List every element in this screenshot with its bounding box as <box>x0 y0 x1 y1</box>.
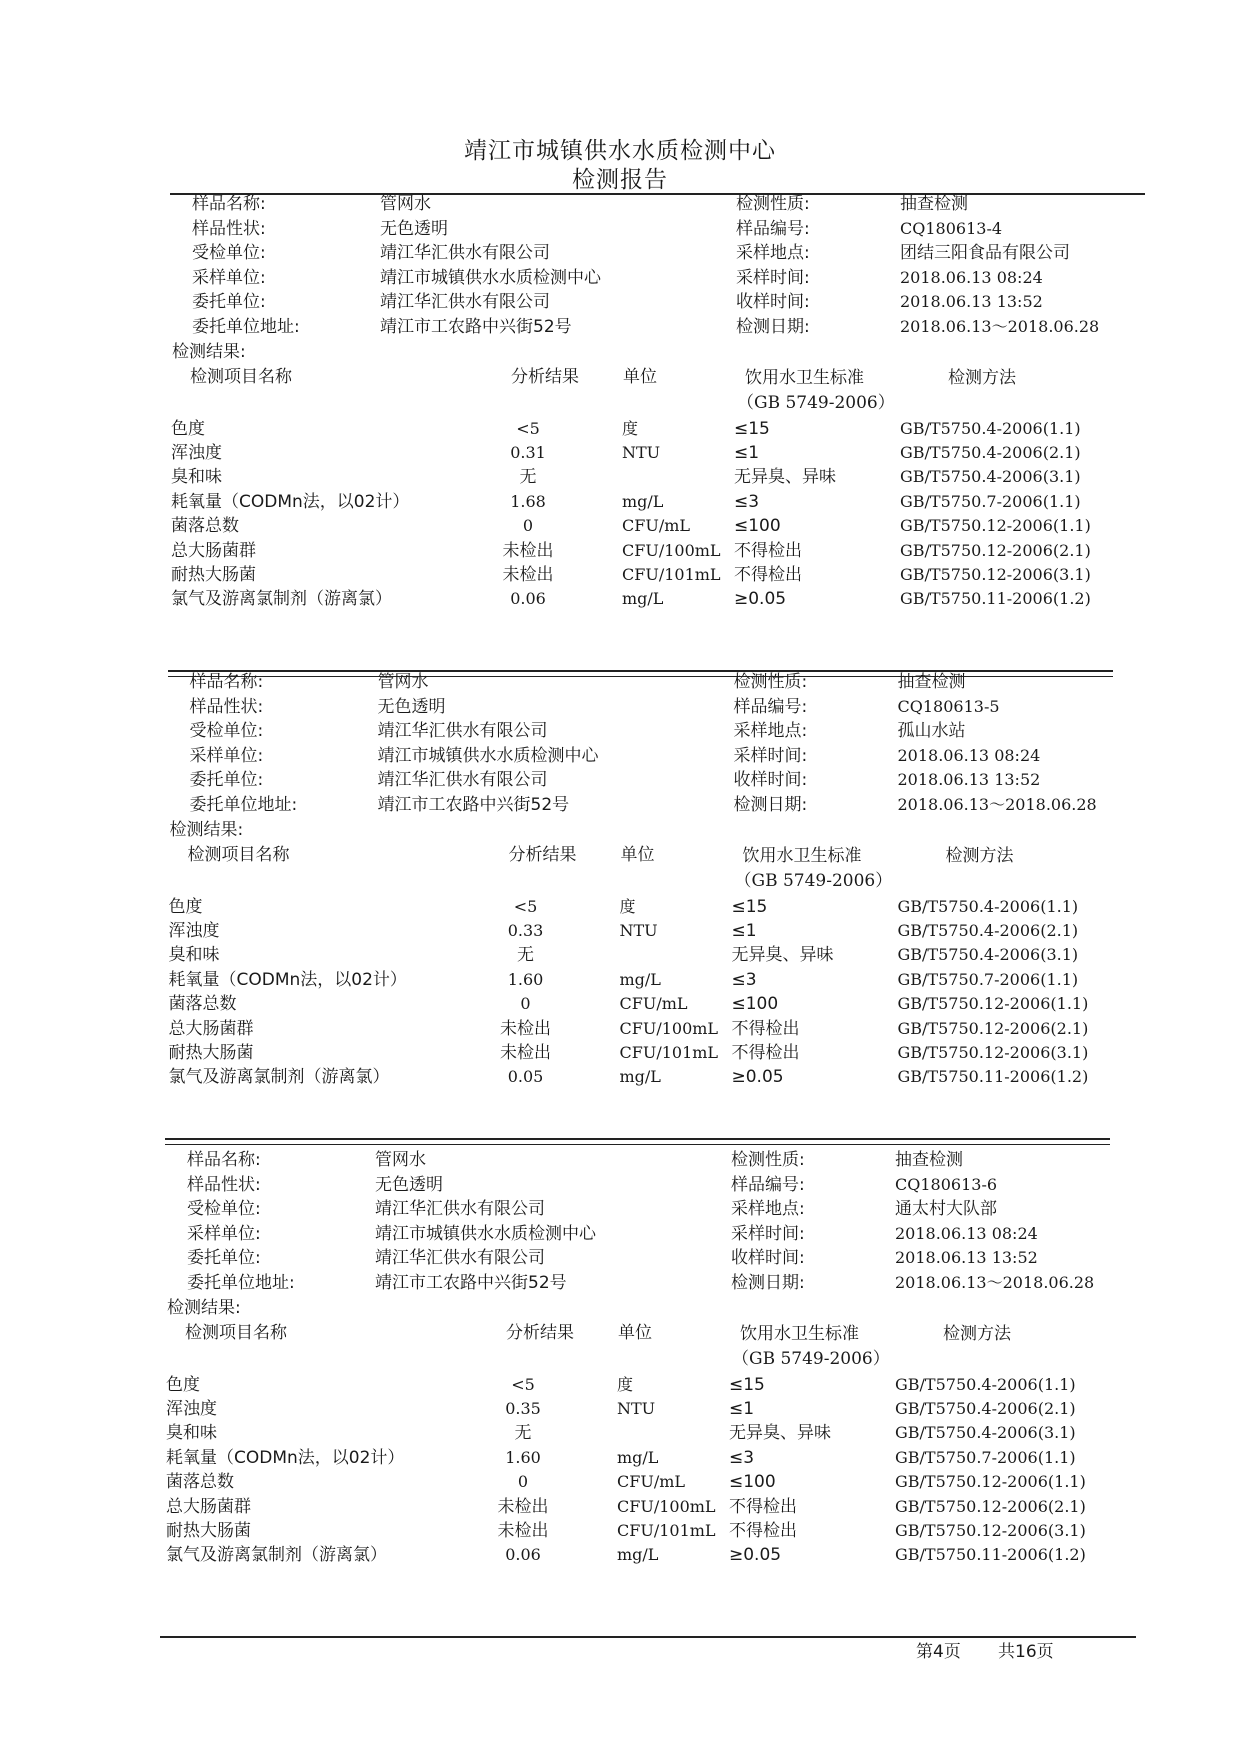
result-value: 0.35 <box>505 1399 541 1418</box>
method-value: GB/T5750.4-2006(3.1) <box>900 467 1081 487</box>
report-title: 检测报告 <box>572 167 668 193</box>
sampling-time-value: 2018.06.13 08:24 <box>900 267 1043 287</box>
receive-time-label: 收样时间: <box>731 1248 805 1269</box>
method-value: GB/T5750.12-2006(1.1) <box>897 994 1089 1014</box>
item-name: 耐热大肠菌 <box>168 1043 254 1063</box>
client-unit-label: 委托单位: <box>192 292 266 313</box>
receive-time-label: 收样时间: <box>733 770 808 791</box>
unit-value: mg/L <box>622 589 664 609</box>
result-value: 0.05 <box>507 1067 544 1087</box>
client-address-value: 靖江市工农路中兴街52号 <box>375 1273 567 1293</box>
client-address-label: 委托单位地址: <box>187 1273 295 1293</box>
col-standard-ref: （GB 5749-2006） <box>732 1348 890 1369</box>
sample-name-value: 管网水 <box>377 672 429 692</box>
unit-value: 度 <box>619 896 636 916</box>
method-value: GB/T5750.4-2006(2.1) <box>895 1399 1076 1418</box>
method-value: GB/T5750.12-2006(3.1) <box>897 1043 1089 1062</box>
result-value: 无 <box>519 467 537 488</box>
unit-value: CFU/100mL <box>622 540 721 560</box>
result-value: 1.68 <box>510 491 546 511</box>
item-name: 浑浊度 <box>166 1399 217 1419</box>
method-value: GB/T5750.7-2006(1.1) <box>900 491 1081 511</box>
item-name: 耐热大肠菌 <box>166 1521 251 1541</box>
block-separator <box>168 670 1113 672</box>
sample-no-label: 样品编号: <box>736 218 810 239</box>
unit-value: 度 <box>622 418 639 438</box>
client-unit-label: 委托单位: <box>189 770 264 791</box>
col-method-header: 检测方法 <box>948 367 1016 388</box>
results-heading: 检测结果: <box>172 341 246 362</box>
page-total: 共16页 <box>998 1642 1054 1662</box>
test-date-label: 检测日期: <box>736 317 810 337</box>
item-name: 耗氧量（CODMn法，以02计） <box>171 491 410 512</box>
results-heading: 检测结果: <box>169 819 244 840</box>
method-value: GB/T5750.4-2006(2.1) <box>900 443 1081 462</box>
test-nature-value: 抽查检测 <box>895 1150 963 1170</box>
standard-value: ≥0.05 <box>729 1545 782 1566</box>
sample-name-value: 管网水 <box>380 194 431 214</box>
unit-value: NTU <box>619 921 658 940</box>
client-address-value: 靖江市工农路中兴街52号 <box>377 795 570 815</box>
unit-value: NTU <box>622 443 661 462</box>
result-value: 1.60 <box>507 969 544 989</box>
item-name: 色度 <box>171 418 205 439</box>
org-title: 靖江市城镇供水水质检测中心 <box>464 138 776 164</box>
page-number: 第4页 <box>916 1642 961 1662</box>
standard-value: 无异臭、异味 <box>731 945 834 966</box>
standard-value: ≥0.05 <box>731 1067 784 1088</box>
method-value: GB/T5750.12-2006(1.1) <box>895 1472 1086 1492</box>
item-name: 氯气及游离氯制剂（游离氯） <box>171 589 392 610</box>
unit-value: CFU/100mL <box>619 1018 719 1038</box>
sampling-unit-label: 采样单位: <box>189 745 264 766</box>
sampling-time-label: 采样时间: <box>736 267 810 288</box>
col-standard-ref: （GB 5749-2006） <box>737 392 895 413</box>
test-nature-label: 检测性质: <box>731 1150 805 1170</box>
receive-time-value: 2018.06.13 13:52 <box>900 292 1043 312</box>
method-value: GB/T5750.4-2006(3.1) <box>897 945 1079 965</box>
method-value: GB/T5750.4-2006(1.1) <box>897 896 1079 916</box>
item-name: 氯气及游离氯制剂（游离氯） <box>168 1067 390 1088</box>
standard-value: ≤15 <box>734 418 770 439</box>
sampling-unit-label: 采样单位: <box>187 1223 261 1244</box>
col-result-header: 分析结果 <box>508 844 577 865</box>
result-value: 0 <box>522 516 534 536</box>
test-nature-label: 检测性质: <box>736 194 810 214</box>
block-separator <box>170 193 1145 195</box>
item-name: 菌落总数 <box>168 994 237 1015</box>
item-name: 色度 <box>166 1374 200 1395</box>
unit-value: mg/L <box>622 491 664 511</box>
sample-state-value: 无色透明 <box>377 696 446 717</box>
standard-value: ≤100 <box>729 1472 776 1493</box>
item-name: 臭和味 <box>168 945 220 966</box>
unit-value: CFU/mL <box>619 994 688 1014</box>
sampling-unit-value: 靖江市城镇供水水质检测中心 <box>380 267 601 288</box>
method-value: GB/T5750.11-2006(1.2) <box>895 1545 1086 1565</box>
client-unit-label: 委托单位: <box>187 1248 261 1269</box>
item-name: 浑浊度 <box>171 443 222 463</box>
standard-value: 不得检出 <box>729 1521 797 1541</box>
sampling-site-label: 采样地点: <box>733 721 808 742</box>
col-unit-header: 单位 <box>618 1322 652 1343</box>
unit-value: CFU/mL <box>617 1472 686 1492</box>
test-nature-value: 抽查检测 <box>900 194 968 214</box>
standard-value: ≤1 <box>734 443 760 463</box>
col-unit-header: 单位 <box>623 366 657 387</box>
unit-value: mg/L <box>619 969 661 989</box>
sample-state-value: 无色透明 <box>380 218 448 239</box>
item-name: 总大肠菌群 <box>168 1018 254 1039</box>
col-method-header: 检测方法 <box>943 1323 1011 1344</box>
item-name: 菌落总数 <box>166 1472 234 1493</box>
sampling-time-value: 2018.06.13 08:24 <box>895 1223 1038 1243</box>
item-name: 耐热大肠菌 <box>171 565 256 585</box>
item-name: 总大肠菌群 <box>171 540 256 561</box>
result-value: <5 <box>511 1374 535 1394</box>
item-name: 耗氧量（CODMn法，以02计） <box>166 1447 405 1468</box>
col-standard-header: 饮用水卫生标准 <box>742 845 862 866</box>
receive-time-value: 2018.06.13 13:52 <box>897 770 1041 790</box>
test-date-value: 2018.06.13～2018.06.28 <box>895 1273 1095 1292</box>
test-date-label: 检测日期: <box>733 795 808 815</box>
result-value: 0 <box>517 1472 529 1492</box>
sample-no-value: CQ180613-6 <box>895 1174 998 1194</box>
standard-value: ≤100 <box>734 516 781 537</box>
col-item-header: 检测项目名称 <box>190 366 292 387</box>
sample-state-label: 样品性状: <box>187 1174 261 1195</box>
sampling-site-value: 孤山水站 <box>897 721 966 742</box>
test-date-label: 检测日期: <box>731 1273 805 1293</box>
unit-value: CFU/101mL <box>619 1043 719 1062</box>
result-value: 未检出 <box>497 1496 549 1517</box>
client-unit-value: 靖江华汇供水有限公司 <box>377 770 548 791</box>
method-value: GB/T5750.12-2006(2.1) <box>895 1496 1086 1516</box>
unit-value: mg/L <box>617 1447 659 1467</box>
inspected-unit-value: 靖江华汇供水有限公司 <box>377 721 548 742</box>
standard-value: 不得检出 <box>734 540 802 561</box>
result-value: 0.31 <box>510 443 546 462</box>
standard-value: ≤1 <box>731 921 757 941</box>
standard-value: ≤3 <box>731 969 757 990</box>
standard-value: 不得检出 <box>731 1043 800 1063</box>
results-heading: 检测结果: <box>167 1297 241 1318</box>
method-value: GB/T5750.4-2006(1.1) <box>900 418 1081 438</box>
method-value: GB/T5750.7-2006(1.1) <box>895 1447 1076 1467</box>
inspected-unit-value: 靖江华汇供水有限公司 <box>380 243 550 264</box>
client-address-value: 靖江市工农路中兴街52号 <box>380 317 572 337</box>
standard-value: ≤3 <box>734 491 760 512</box>
sampling-time-label: 采样时间: <box>731 1223 805 1244</box>
result-value: 未检出 <box>500 1043 551 1063</box>
standard-value: ≥0.05 <box>734 589 787 610</box>
col-standard-header: 饮用水卫生标准 <box>745 367 864 388</box>
receive-time-label: 收样时间: <box>736 292 810 313</box>
result-value: 无 <box>517 945 534 966</box>
unit-value: mg/L <box>617 1545 659 1565</box>
result-value: <5 <box>513 896 538 916</box>
sample-no-value: CQ180613-5 <box>897 696 1000 716</box>
method-value: GB/T5750.4-2006(3.1) <box>895 1423 1076 1443</box>
sampling-unit-value: 靖江市城镇供水水质检测中心 <box>375 1223 596 1244</box>
sampling-site-label: 采样地点: <box>731 1199 805 1220</box>
sampling-time-label: 采样时间: <box>733 745 808 766</box>
method-value: GB/T5750.12-2006(1.1) <box>900 516 1091 536</box>
standard-value: ≤15 <box>729 1374 765 1395</box>
client-unit-value: 靖江华汇供水有限公司 <box>380 292 550 313</box>
item-name: 臭和味 <box>171 467 222 488</box>
method-value: GB/T5750.4-2006(1.1) <box>895 1374 1076 1394</box>
sample-name-label: 样品名称: <box>187 1150 261 1170</box>
item-name: 菌落总数 <box>171 516 239 537</box>
unit-value: NTU <box>617 1399 656 1418</box>
unit-value: CFU/101mL <box>622 565 721 584</box>
sample-name-label: 样品名称: <box>192 194 266 214</box>
inspected-unit-label: 受检单位: <box>187 1199 261 1220</box>
method-value: GB/T5750.4-2006(2.1) <box>897 921 1079 940</box>
unit-value: CFU/mL <box>622 516 691 536</box>
sample-name-label: 样品名称: <box>189 672 264 692</box>
col-unit-header: 单位 <box>620 844 655 865</box>
unit-value: 度 <box>617 1374 634 1394</box>
col-standard-ref: （GB 5749-2006） <box>734 870 893 891</box>
result-value: 未检出 <box>502 540 554 561</box>
col-result-header: 分析结果 <box>511 366 579 387</box>
result-value: 1.60 <box>505 1447 541 1467</box>
sampling-unit-label: 采样单位: <box>192 267 266 288</box>
sampling-site-value: 通太村大队部 <box>895 1199 997 1220</box>
unit-value: CFU/101mL <box>617 1521 716 1540</box>
footer-rule <box>160 1636 1136 1638</box>
inspected-unit-value: 靖江华汇供水有限公司 <box>375 1199 545 1220</box>
standard-value: 不得检出 <box>731 1018 800 1039</box>
result-value: 未检出 <box>500 1018 551 1039</box>
sample-state-label: 样品性状: <box>192 218 266 239</box>
method-value: GB/T5750.12-2006(3.1) <box>900 565 1091 584</box>
standard-value: 无异臭、异味 <box>729 1423 831 1444</box>
test-date-value: 2018.06.13～2018.06.28 <box>900 317 1100 336</box>
result-value: <5 <box>516 418 540 438</box>
receive-time-value: 2018.06.13 13:52 <box>895 1248 1038 1268</box>
item-name: 浑浊度 <box>168 921 220 941</box>
col-method-header: 检测方法 <box>945 845 1014 866</box>
client-address-label: 委托单位地址: <box>192 317 300 337</box>
test-nature-value: 抽查检测 <box>897 672 966 692</box>
col-result-header: 分析结果 <box>506 1322 574 1343</box>
col-standard-header: 饮用水卫生标准 <box>740 1323 859 1344</box>
inspected-unit-label: 受检单位: <box>192 243 266 264</box>
block-separator <box>165 1138 1110 1140</box>
sample-name-value: 管网水 <box>375 1150 426 1170</box>
result-value: 无 <box>514 1423 532 1444</box>
item-name: 臭和味 <box>166 1423 217 1444</box>
method-value: GB/T5750.11-2006(1.2) <box>897 1067 1089 1087</box>
sampling-unit-value: 靖江市城镇供水水质检测中心 <box>377 745 599 766</box>
item-name: 总大肠菌群 <box>166 1496 251 1517</box>
sampling-site-value: 团结三阳食品有限公司 <box>900 243 1070 264</box>
sample-no-label: 样品编号: <box>733 696 808 717</box>
sample-no-value: CQ180613-4 <box>900 218 1003 238</box>
item-name: 色度 <box>168 896 203 917</box>
col-item-header: 检测项目名称 <box>185 1322 287 1343</box>
result-value: 未检出 <box>502 565 554 585</box>
method-value: GB/T5750.12-2006(2.1) <box>897 1018 1089 1038</box>
result-value: 未检出 <box>497 1521 549 1541</box>
sampling-site-label: 采样地点: <box>736 243 810 264</box>
sample-state-label: 样品性状: <box>189 696 264 717</box>
result-value: 0.06 <box>505 1545 541 1565</box>
sample-state-value: 无色透明 <box>375 1174 443 1195</box>
test-nature-label: 检测性质: <box>733 672 808 692</box>
method-value: GB/T5750.7-2006(1.1) <box>897 969 1079 989</box>
standard-value: ≤100 <box>731 994 779 1015</box>
method-value: GB/T5750.12-2006(2.1) <box>900 540 1091 560</box>
standard-value: ≤1 <box>729 1399 755 1419</box>
standard-value: 不得检出 <box>729 1496 797 1517</box>
inspected-unit-label: 受检单位: <box>189 721 264 742</box>
item-name: 氯气及游离氯制剂（游离氯） <box>166 1545 387 1566</box>
client-address-label: 委托单位地址: <box>189 795 298 815</box>
result-value: 0.33 <box>507 921 544 940</box>
item-name: 耗氧量（CODMn法，以02计） <box>168 969 407 990</box>
sampling-time-value: 2018.06.13 08:24 <box>897 745 1041 765</box>
method-value: GB/T5750.11-2006(1.2) <box>900 589 1091 609</box>
method-value: GB/T5750.12-2006(3.1) <box>895 1521 1086 1540</box>
col-item-header: 检测项目名称 <box>187 844 290 865</box>
standard-value: ≤3 <box>729 1447 755 1468</box>
result-value: 0 <box>520 994 531 1014</box>
client-unit-value: 靖江华汇供水有限公司 <box>375 1248 545 1269</box>
test-date-value: 2018.06.13～2018.06.28 <box>897 795 1097 814</box>
standard-value: 不得检出 <box>734 565 802 585</box>
sample-no-label: 样品编号: <box>731 1174 805 1195</box>
standard-value: ≤15 <box>731 896 768 917</box>
unit-value: mg/L <box>619 1067 661 1087</box>
result-value: 0.06 <box>510 589 546 609</box>
unit-value: CFU/100mL <box>617 1496 716 1516</box>
standard-value: 无异臭、异味 <box>734 467 836 488</box>
